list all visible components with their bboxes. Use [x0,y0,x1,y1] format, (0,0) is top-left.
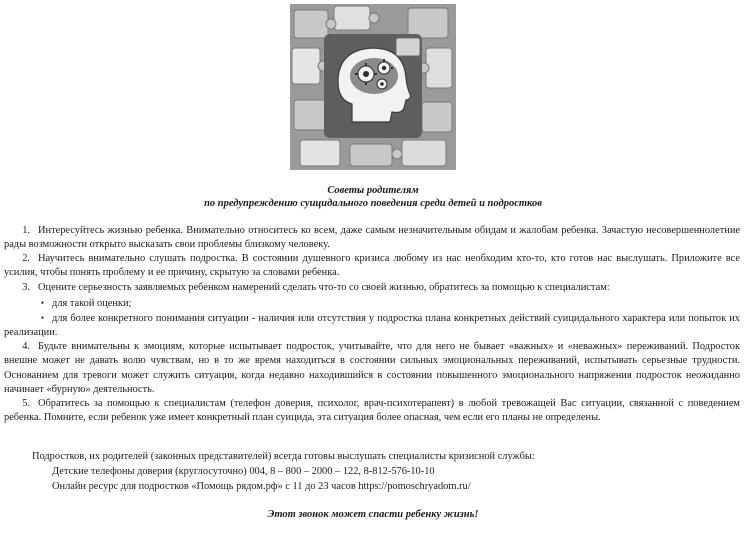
bullet-icon: • [40,298,44,308]
title-line-2: по предупреждению суицидального поведения среди детей и подростков [204,198,542,209]
item-text: Оцените серьезность заявляемых ребенком намерений сделать что-то со своей жизнью, обратитесь за помощью к специалистам: [38,282,610,293]
item-number: 5. [22,398,30,409]
title-line-1: Советы родителям [327,185,419,196]
advice-item-3 [4,281,740,295]
bullet-item-1 [4,296,740,311]
item-text: Научитесь внимательно слушать подростка. В состоянии душевного кризиса любому из нас необходим кто-то, кто готов нас выслушать. Приложите все усилия, чтобы понять проблему и ее причину, скрытую за словами ребенка. [4,253,740,279]
item-number: 4. [22,341,30,352]
advice-item-5 [4,397,740,426]
item-number: 1. [22,225,30,236]
hotline-phones: Детские телефоны доверия (круглосуточно) 004, 8 – 800 – 2000 – 122, 8-812-576-10-10 [52,466,435,477]
bullet-item-2 [4,311,740,341]
bullet-icon: • [40,313,44,323]
bullet-text: для более конкретного понимания ситуации - наличия или отсутствия у подростка плана конкретных действий суицидального характера или попыток их реализации. [4,313,740,339]
item-number: 2. [22,253,30,264]
advice-item-1 [4,224,740,253]
closing-slogan: Этот звонок может спасти ребенку жизнь! [267,509,479,520]
item-text: Будьте внимательны к эмоциям, которые испытывает подросток, учитывайте, что для него не бывает «важных» и «неважных» переживаний. Подросток внешне может не давать волю чувствам, но в то же время находиться в состоянии сильных эмоциональных переживаний, испытывать серьезные трудности. Основанием для тревоги может служить ситуация, когда недавно находившийся в состоянии повышенного эмоционального напряжения подросток неожиданно начинает «бурную» деятельность. [4,341,740,396]
puzzle-head-image [290,4,456,170]
item-text: Интересуйтесь жизнью ребенка. Внимательно относитесь ко всем, даже самым незначительным обидам и жалобам ребенка. Зачастую несовершеннолетние рады возможности открыто высказать свои проблемы близкому человеку. [4,225,740,251]
online-resource: Онлайн ресурс для подростков «Помощь рядом.рф» с 11 до 23 часов https://pomoschryadom.ru/ [52,481,471,492]
bullet-text: для такой оценки; [52,298,132,309]
item-text: Обратитесь за помощью к специалистам (телефон доверия, психолог, врач-психотерапевт) в любой тревожащей Вас ситуации, связанной с поведением ребенка. Помните, если ребенок уже имеет конкретный план суицида, эта ситуация более опасная, чем если его планы не определены. [4,398,740,424]
contacts-intro: Подростков, их родителей (законных представителей) всегда готовы выслушать специалисты кризисной службы: [32,451,535,462]
advice-item-2 [4,252,740,281]
advice-item-4 [4,340,740,398]
item-number: 3. [22,282,30,293]
